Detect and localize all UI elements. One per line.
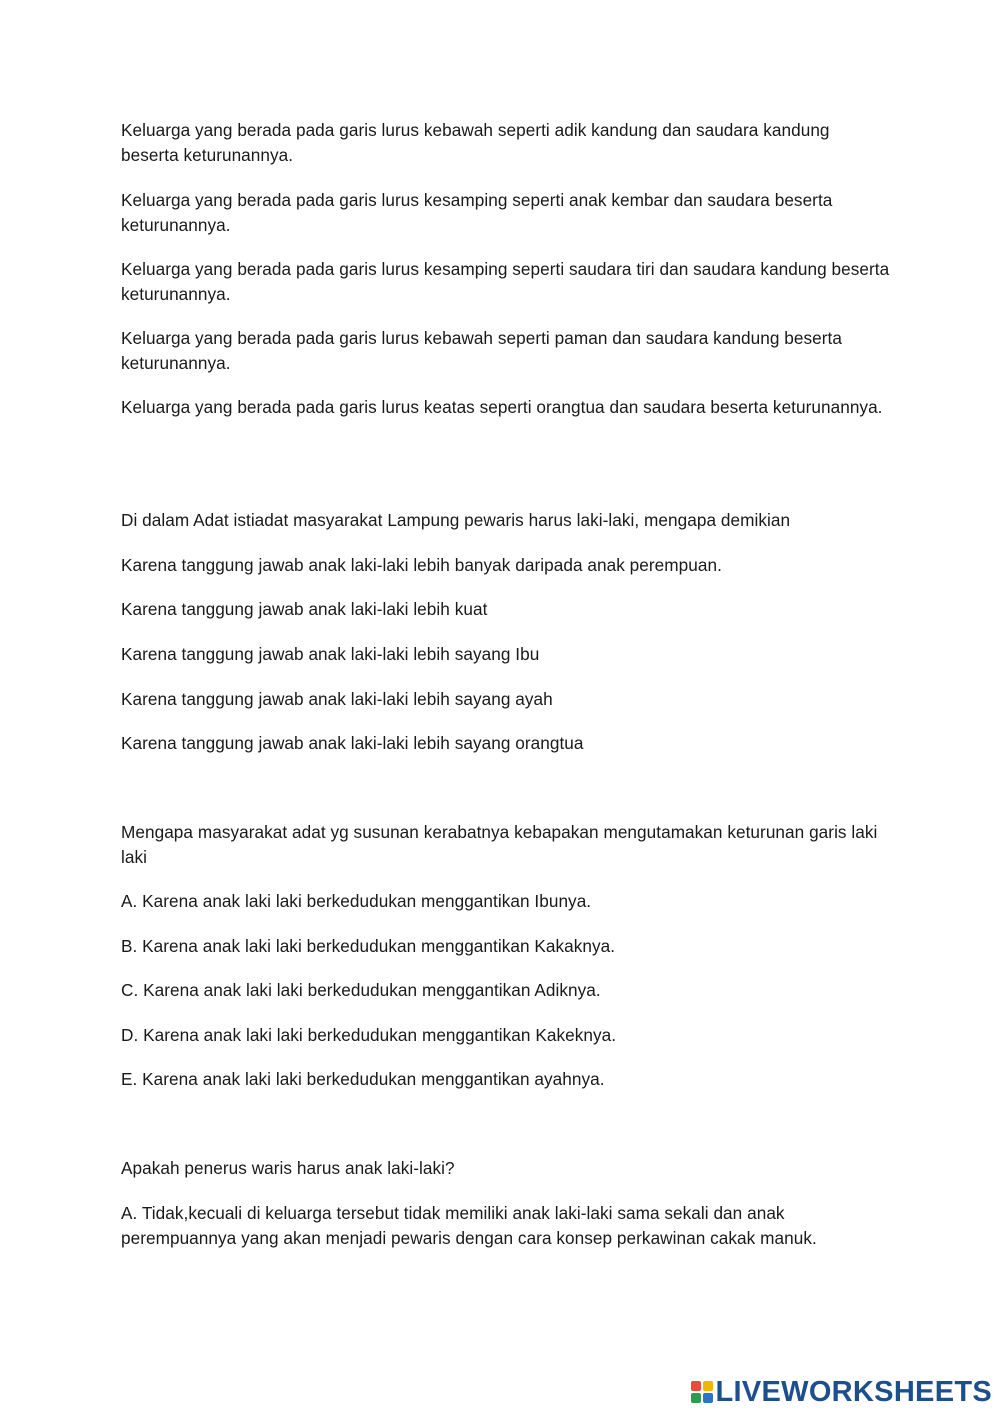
question-2-option-1: Karena tanggung jawab anak laki-laki lebih banyak daripada anak perempuan. (121, 555, 722, 575)
logo-square-yellow (703, 1381, 713, 1391)
paragraph-option-5: Keluarga yang berada pada garis lurus keatas seperti orangtua dan saudara beserta keturunannya. (121, 397, 883, 417)
question-2-text: Di dalam Adat istiadat masyarakat Lampung pewaris harus laki-laki, mengapa demikian (121, 510, 791, 530)
question-4-text: Apakah penerus waris harus anak laki-laki? (121, 1158, 455, 1178)
paragraph-option-4: Keluarga yang berada pada garis lurus kebawah seperti paman dan saudara kandung beserta keturunannya. (121, 328, 842, 373)
paragraph-option-3: Keluarga yang berada pada garis lurus kesamping seperti saudara tiri dan saudara kandung beserta keturunannya. (121, 259, 890, 304)
logo-square-green (691, 1393, 701, 1403)
liveworksheets-logo (691, 1375, 993, 1409)
question-4-option-a: A. Tidak,kecuali di keluarga tersebut tidak memiliki anak laki-laki sama sekali dan anak perempuannya yang akan menjadi pewaris dengan cara konsep perkawinan cakak manuk. (121, 1203, 817, 1248)
question-3-option-d: D. Karena anak laki laki berkedudukan menggantikan Kakeknya. (121, 1025, 617, 1045)
paragraph-option-1: Keluarga yang berada pada garis lurus kebawah seperti adik kandung dan saudara kandung beserta keturunannya. (121, 120, 830, 165)
logo-square-blue (703, 1393, 713, 1403)
question-2-option-5: Karena tanggung jawab anak laki-laki lebih sayang orangtua (121, 733, 584, 753)
logo-square-red (691, 1381, 701, 1391)
liveworksheets-logo-text: LIVEWORKSHEETS (715, 1376, 992, 1408)
question-3-option-e: E. Karena anak laki laki berkedudukan menggantikan ayahnya. (121, 1069, 605, 1089)
liveworksheets-logo-icon (691, 1381, 713, 1403)
paragraph-option-2: Keluarga yang berada pada garis lurus kesamping seperti anak kembar dan saudara beserta keturunannya. (121, 190, 833, 235)
question-3-option-b: B. Karena anak laki laki berkedudukan menggantikan Kakaknya. (121, 936, 616, 956)
question-3-option-a: A. Karena anak laki laki berkedudukan menggantikan Ibunya. (121, 891, 592, 911)
question-2-option-4: Karena tanggung jawab anak laki-laki lebih sayang ayah (121, 689, 553, 709)
question-2-option-2: Karena tanggung jawab anak laki-laki lebih kuat (121, 599, 488, 619)
question-3-text: Mengapa masyarakat adat yg susunan kerabatnya kebapakan mengutamakan keturunan garis laki laki (121, 822, 878, 867)
question-3-option-c: C. Karena anak laki laki berkedudukan menggantikan Adiknya. (121, 980, 601, 1000)
question-2-option-3: Karena tanggung jawab anak laki-laki lebih sayang Ibu (121, 644, 540, 664)
